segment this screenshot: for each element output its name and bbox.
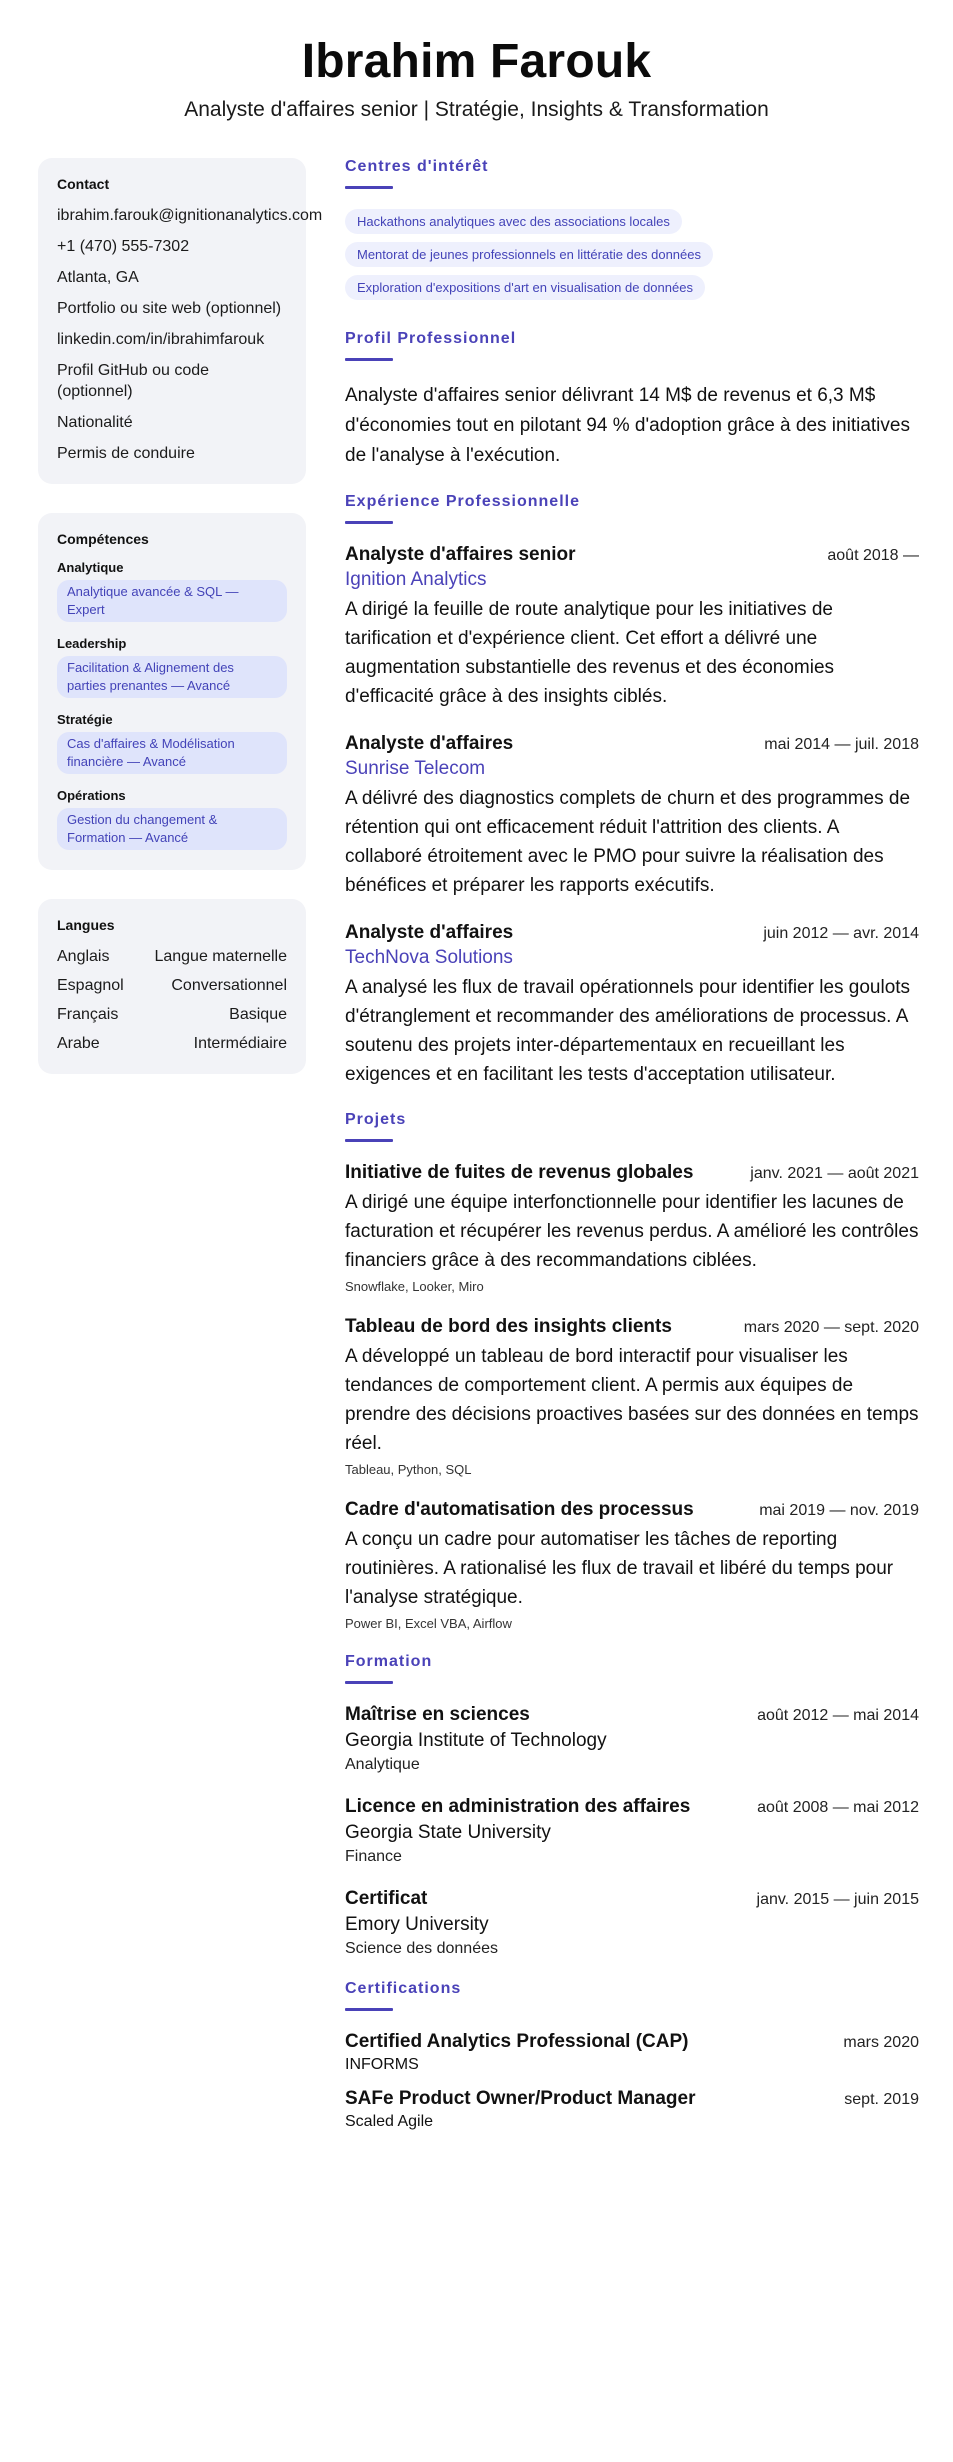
company-name: Sunrise Telecom — [345, 758, 486, 779]
study-field: Analytique — [345, 1756, 420, 1773]
education-entry — [345, 1796, 919, 1866]
language-row — [57, 946, 287, 967]
skill-group — [57, 636, 287, 698]
experience-section — [345, 493, 919, 1089]
skill-group — [57, 788, 287, 850]
skill-category: Leadership — [57, 636, 127, 651]
project-description: A dirigé une équipe interfonctionnelle pour identifier les lacunes de facturation et récupérer les revenus perdus. A amélioré les contrôles financiers grâce à des recommandations ciblées. — [345, 1192, 919, 1271]
job-description: A analysé les flux de travail opérationnels pour identifier les goulots d'étranglement et recommander des améliorations de processus. A soutenu des projets inter-départementaux en recueillant les exigences et en facilitant les tests d'acceptation utilisateur. — [345, 977, 911, 1085]
interest-chip: Hackathons analytiques avec des associations locales — [345, 209, 682, 234]
certifications-section — [345, 1980, 919, 2131]
project-name: Tableau de bord des insights clients — [345, 1316, 672, 1337]
profile-section — [345, 330, 919, 471]
project-entry — [345, 1499, 919, 1631]
project-dates: janv. 2021 — août 2021 — [750, 1165, 919, 1182]
certification-name: Certified Analytics Professional (CAP) — [345, 2031, 689, 2052]
education-entry — [345, 1704, 919, 1774]
education-section — [345, 1653, 919, 1958]
interest-chip: Mentorat de jeunes professionnels en littératie des données — [345, 242, 713, 267]
language-row — [57, 975, 287, 996]
experience-entry — [345, 922, 919, 1089]
experience-entry — [345, 544, 919, 711]
section-title: Centres d'intérêt — [345, 158, 489, 175]
section-divider — [345, 521, 393, 524]
skill-chip: Gestion du changement & Formation — Avancé — [57, 808, 287, 850]
section-title: Certifications — [345, 1980, 462, 1997]
project-entry — [345, 1162, 919, 1294]
job-title: Analyste d'affaires — [345, 922, 514, 943]
certification-name: SAFe Product Owner/Product Manager — [345, 2088, 696, 2109]
driving-license: Permis de conduire — [57, 445, 195, 462]
skill-group — [57, 560, 287, 622]
project-entry — [345, 1316, 919, 1477]
languages-card — [38, 899, 306, 1074]
job-title: Analyste d'affaires — [345, 733, 514, 754]
study-field: Science des données — [345, 1940, 498, 1957]
skill-category: Analytique — [57, 560, 124, 575]
email-link[interactable]: ibrahim.farouk@ignitionanalytics.com — [57, 207, 323, 224]
company-name: TechNova Solutions — [345, 947, 513, 968]
project-name: Initiative de fuites de revenus globales — [345, 1162, 694, 1183]
language-level: Conversationnel — [171, 977, 287, 994]
certification-date: sept. 2019 — [844, 2091, 919, 2108]
linkedin-link[interactable]: linkedin.com/in/ibrahimfarouk — [57, 331, 265, 348]
language-row — [57, 1033, 287, 1054]
project-tech: Power BI, Excel VBA, Airflow — [345, 1616, 512, 1631]
candidate-headline: Analyste d'affaires senior | Stratégie, Insights & Transformation — [184, 98, 769, 121]
interest-chip: Exploration d'expositions d'art en visualisation de données — [345, 275, 705, 300]
project-name: Cadre d'automatisation des processus — [345, 1499, 694, 1520]
job-dates: mai 2014 — juil. 2018 — [764, 736, 919, 753]
degree-name: Maîtrise en sciences — [345, 1704, 530, 1725]
skill-chip: Analytique avancée & SQL — Expert — [57, 580, 287, 622]
job-dates: juin 2012 — avr. 2014 — [763, 925, 919, 942]
certification-issuer: INFORMS — [345, 2056, 419, 2073]
interests-section — [345, 158, 919, 308]
candidate-name: Ibrahim Farouk — [301, 35, 652, 88]
section-divider — [345, 186, 393, 189]
language-name: Français — [57, 1006, 119, 1023]
school-name: Georgia Institute of Technology — [345, 1730, 607, 1751]
certification-entry — [345, 2088, 919, 2131]
skills-title: Compétences — [57, 531, 149, 547]
school-name: Emory University — [345, 1914, 489, 1935]
skill-chip: Facilitation & Alignement des parties prenantes — Avancé — [57, 656, 287, 698]
certification-issuer: Scaled Agile — [345, 2113, 434, 2130]
project-description: A conçu un cadre pour automatiser les tâches de reporting routinières. A rationalisé les flux de travail et libéré du temps pour l'analyse stratégique. — [345, 1529, 894, 1608]
skill-group — [57, 712, 287, 774]
skill-category: Opérations — [57, 788, 126, 803]
phone-number: +1 (470) 555-7302 — [57, 238, 190, 255]
contact-card — [38, 158, 323, 484]
project-tech: Snowflake, Looker, Miro — [345, 1279, 484, 1294]
job-dates: août 2018 — — [827, 547, 919, 564]
section-title: Formation — [345, 1653, 433, 1670]
portfolio-link[interactable]: Portfolio ou site web (optionnel) — [57, 300, 282, 317]
project-dates: mars 2020 — sept. 2020 — [743, 1319, 919, 1336]
skills-card — [38, 513, 306, 870]
location: Atlanta, GA — [57, 269, 139, 286]
project-dates: mai 2019 — nov. 2019 — [759, 1502, 919, 1519]
education-dates: août 2008 — mai 2012 — [757, 1799, 919, 1816]
degree-name: Licence en administration des affaires — [345, 1796, 691, 1817]
certification-entry — [345, 2031, 919, 2074]
language-level: Langue maternelle — [154, 948, 287, 965]
section-divider — [345, 2008, 393, 2011]
degree-name: Certificat — [345, 1888, 428, 1909]
language-level: Basique — [229, 1006, 287, 1023]
certification-date: mars 2020 — [843, 2034, 919, 2051]
section-title: Expérience Professionnelle — [345, 493, 580, 510]
job-description: A dirigé la feuille de route analytique pour les initiatives de tarification et d'expérience client. Cet effort a délivré une augmentation substantielle des revenus et des économies d'efficacité grâce à des insights ciblés. — [345, 599, 835, 707]
job-title: Analyste d'affaires senior — [345, 544, 576, 565]
education-dates: janv. 2015 — juin 2015 — [756, 1891, 919, 1908]
projects-section — [345, 1111, 919, 1631]
job-description: A délivré des diagnostics complets de churn et des programmes de rétention qui ont efficacement réduit l'attrition des clients. A collaboré étroitement avec le PMO pour suivre la réalisation des bénéfices et préparer les rapports exécutifs. — [345, 788, 911, 896]
languages-title: Langues — [57, 917, 115, 933]
school-name: Georgia State University — [345, 1822, 551, 1843]
project-description: A développé un tableau de bord interactif pour visualiser les tendances de comportement client. A permis aux équipes de prendre des décisions proactives basées sur des données en temps réel. — [345, 1346, 919, 1454]
contact-title: Contact — [57, 176, 110, 192]
resume-header — [0, 0, 953, 122]
section-divider — [345, 1139, 393, 1142]
main-content — [345, 158, 919, 2153]
language-level: Intermédiaire — [193, 1035, 287, 1052]
company-name: Ignition Analytics — [345, 569, 487, 590]
language-row — [57, 1004, 287, 1025]
profile-summary: Analyste d'affaires senior délivrant 14 M$ de revenus et 6,3 M$ d'économies tout en pilotant 94 % d'adoption grâce à des initiatives de l'analyse à l'exécution. — [345, 385, 910, 466]
skill-chip: Cas d'affaires & Modélisation financière — Avancé — [57, 732, 287, 774]
education-dates: août 2012 — mai 2014 — [757, 1707, 919, 1724]
experience-entry — [345, 733, 919, 900]
education-entry — [345, 1888, 919, 1958]
section-divider — [345, 1681, 393, 1684]
github-link[interactable]: Profil GitHub ou code (optionnel) — [57, 362, 210, 400]
nationality: Nationalité — [57, 414, 133, 431]
sidebar — [38, 158, 323, 1103]
section-title: Projets — [345, 1111, 407, 1128]
section-divider — [345, 358, 393, 361]
language-name: Arabe — [57, 1035, 100, 1052]
section-title: Profil Professionnel — [345, 330, 517, 347]
study-field: Finance — [345, 1848, 402, 1865]
skill-category: Stratégie — [57, 712, 113, 727]
language-name: Anglais — [57, 948, 110, 965]
project-tech: Tableau, Python, SQL — [345, 1462, 472, 1477]
language-name: Espagnol — [57, 977, 124, 994]
